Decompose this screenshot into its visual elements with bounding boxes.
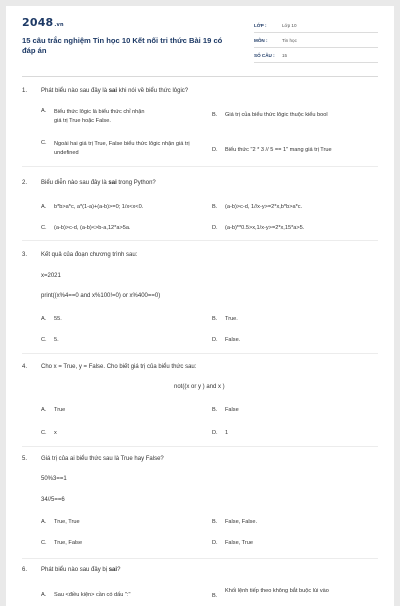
answer-option-c[interactable]: C. Ngoài hai giá trị True, False biểu thức lôgic nhận giá trị undefined (41, 140, 190, 156)
answer-option-c[interactable]: C. True, False (41, 540, 83, 546)
answer-option-d[interactable]: D. 1 (212, 430, 229, 436)
expression-line: not((x or y ) and x ) (174, 384, 225, 390)
answer-option-d[interactable]: D. Biểu thức "2 * 3 // 5 == 1" mang giá trị True (212, 147, 332, 153)
answer-option-c[interactable]: C. (a-b)>c-d, (a-b)<>b-a,12*a>5a. (41, 225, 131, 231)
answer-option-b[interactable]: B. True. (212, 316, 238, 322)
expression-line: 50%3==1 (41, 476, 67, 482)
answer-option-b[interactable]: B. Giá trị của biểu thức lôgic thuộc kiểu bool (212, 112, 328, 118)
question-stem: 2. Biểu diễn nào sau đây là sai trong Python? (22, 180, 156, 186)
code-line: print((x%4==0 and x%100!=0) or x%400==0) (41, 293, 161, 299)
question-stem: 6. Phát biểu nào sau đây bị sai? (22, 567, 121, 573)
question-stem: 3. Kết quả của đoạn chương trình sau: (22, 252, 138, 258)
question-divider (22, 446, 378, 447)
answer-option-b[interactable]: B. (a-b)>c-d, 1//x-y>=2*x,b*b>a*c. (212, 204, 303, 210)
document-page (6, 6, 394, 606)
answer-option-b[interactable]: B. Khối lệnh tiếp theo không bắt buộc lùi vào (212, 588, 329, 599)
answer-option-a[interactable]: A. Biểu thức lôgic là biểu thức chỉ nhận giá trị True hoặc False. (41, 108, 145, 124)
header-divider (22, 76, 378, 77)
answer-option-b[interactable]: B. False (212, 407, 239, 413)
question-divider (22, 240, 378, 241)
answer-option-a[interactable]: A. b*b>a*c, a*(1-a)+(a-b)>=0; 1/x<x<0. (41, 204, 144, 210)
question-divider (22, 353, 378, 354)
question-stem: 5. Giá trị của ai biểu thức sau là True hay False? (22, 456, 164, 462)
meta-row-subject: MÔN : Tin học (254, 33, 378, 48)
site-logo[interactable]: 2048.vn (22, 16, 64, 29)
question-stem: 1. Phát biểu nào sau đây là sai khi nói về biểu thức lôgic? (22, 88, 189, 94)
answer-option-a[interactable]: A. True (41, 407, 66, 413)
answer-option-c[interactable]: C. x (41, 430, 57, 436)
question-divider (22, 558, 378, 559)
meta-row-class: LỚP : Lớp 10 (254, 18, 378, 33)
answer-option-a[interactable]: A. True, True (41, 519, 80, 525)
answer-option-a[interactable]: A. 55. (41, 316, 62, 322)
answer-option-d[interactable]: D. False, True (212, 540, 253, 546)
code-line: x=2021 (41, 273, 61, 279)
question-divider (22, 166, 378, 167)
question-stem: 4. Cho x = True, y = False. Cho biết giá trị của biểu thức sau: (22, 364, 197, 370)
meta-row-count: SỐ CÂU : 15 (254, 48, 378, 63)
expression-line: 34//5==6 (41, 497, 65, 503)
answer-option-d[interactable]: D. False. (212, 337, 241, 343)
answer-option-d[interactable]: D. (a-b)**0.5>x,1/x-y>=2*x,15*a>5. (212, 225, 305, 231)
answer-option-c[interactable]: C. 5. (41, 337, 59, 343)
document-header (6, 6, 394, 72)
answer-option-b[interactable]: B. False, False. (212, 519, 258, 525)
meta-table (254, 18, 378, 63)
answer-option-a[interactable]: A. Sau <điều kiện> cần có dấu ":" (41, 592, 131, 598)
document-title: 15 câu trắc nghiệm Tin học 10 Kết nối tri thức Bài 19 có đáp án (22, 36, 223, 55)
